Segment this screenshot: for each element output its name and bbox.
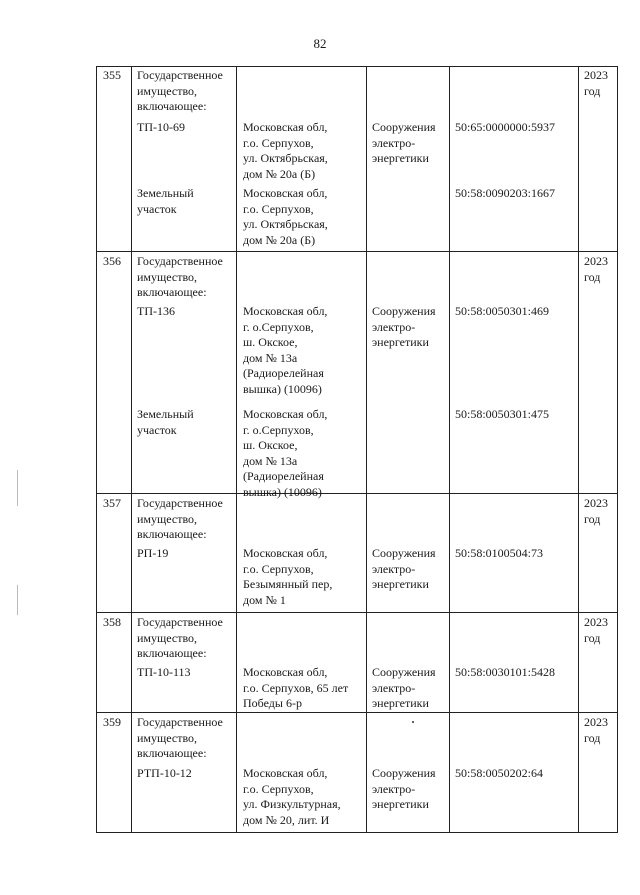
cadastral-number: 50:58:0050301:469 [455, 304, 550, 318]
object-name: ТП-10-113 [137, 665, 191, 679]
cadastral-number: 50:58:0030101:5428 [455, 665, 556, 679]
object-name: РП-19 [137, 546, 169, 560]
record-header: Государственное имущество, включающее: [137, 68, 223, 113]
object-address: Московская обл, г.о. Серпухов, Безымянный пер, дом № 1 [243, 546, 333, 607]
object-address: Московская обл, г.о. Серпухов, ул. Октябрьская, дом № 20а (Б) [243, 186, 328, 247]
object-name: Земельный участок [137, 407, 194, 437]
row-border [96, 832, 617, 833]
object-name: Земельный участок [137, 186, 194, 216]
object-address: Московская обл, г. о.Серпухов, ш. Окское, дом № 13а (Радиорелейная вышка) (10096) [243, 304, 328, 396]
object-type: Сооружения электро- энергетики [372, 120, 436, 165]
object-address: Московская обл, г.о. Серпухов, ул. Октябрьская, дом № 20а (Б) [243, 120, 328, 181]
cadastral-number: 50:58:0050202:64 [455, 766, 544, 780]
page-number: 82 [313, 36, 327, 51]
record-year: 2023 год [584, 715, 608, 745]
row-border [96, 712, 617, 713]
row-border [96, 251, 617, 252]
col-divider [578, 66, 579, 833]
scan-speck [412, 721, 414, 723]
record-number: 355 [103, 68, 121, 82]
record-header: Государственное имущество, включающее: [137, 496, 223, 541]
object-type: Сооружения электро- энергетики [372, 766, 436, 811]
record-number: 357 [103, 496, 121, 510]
record-number: 358 [103, 615, 121, 629]
object-address: Московская обл, г. о.Серпухов, ш. Окское, дом № 13а (Радиорелейная вышка) (10096) [243, 407, 328, 499]
object-name: РТП-10-12 [137, 766, 192, 780]
table-border-left [96, 66, 97, 833]
col-divider [449, 66, 450, 833]
col-divider [236, 66, 237, 833]
object-name: ТП-136 [137, 304, 175, 318]
object-address: Московская обл, г.о. Серпухов, 65 лет Победы 6-р [243, 665, 349, 710]
scan-edge-mark [17, 585, 18, 615]
record-header: Государственное имущество, включающее: [137, 254, 223, 299]
record-year: 2023 год [584, 254, 608, 284]
cadastral-number: 50:58:0090203:1667 [455, 186, 556, 200]
cadastral-number: 50:58:0100504:73 [455, 546, 544, 560]
object-type: Сооружения электро- энергетики [372, 546, 436, 591]
object-name: ТП-10-69 [137, 120, 185, 134]
col-divider [366, 66, 367, 833]
record-year: 2023 год [584, 68, 608, 98]
table-border-right [617, 66, 618, 833]
row-border [96, 493, 617, 494]
row-border [96, 66, 617, 67]
scan-edge-mark [17, 470, 18, 506]
record-header: Государственное имущество, включающее: [137, 715, 223, 760]
row-border [96, 612, 617, 613]
record-number: 356 [103, 254, 121, 268]
col-divider [131, 66, 132, 833]
cadastral-number: 50:58:0050301:475 [455, 407, 550, 421]
object-type: Сооружения электро- энергетики [372, 304, 436, 349]
record-number: 359 [103, 715, 121, 729]
record-header: Государственное имущество, включающее: [137, 615, 223, 660]
object-address: Московская обл, г.о. Серпухов, ул. Физкультурная, дом № 20, лит. И [243, 766, 341, 827]
record-year: 2023 год [584, 615, 608, 645]
cadastral-number: 50:65:0000000:5937 [455, 120, 556, 134]
record-year: 2023 год [584, 496, 608, 526]
object-type: Сооружения электро- энергетики [372, 665, 436, 710]
